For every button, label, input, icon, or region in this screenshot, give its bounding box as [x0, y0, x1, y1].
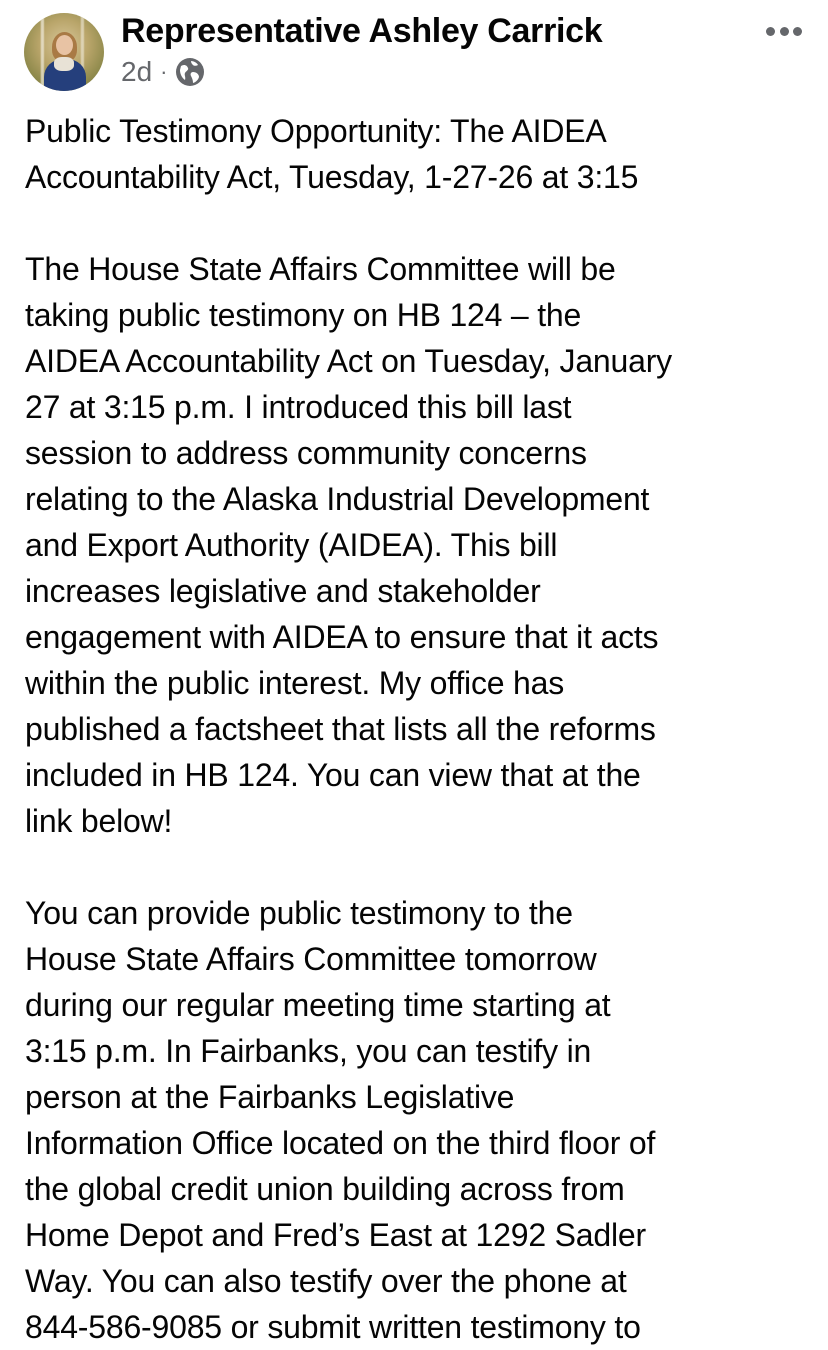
post-body — [25, 108, 815, 1350]
post-text-line: 3:15 p.m. In Fairbanks, you can testify in — [25, 1033, 592, 1069]
post-meta — [121, 56, 205, 88]
author-name[interactable]: Representative Ashley Carrick — [121, 12, 603, 50]
more-dot-icon — [766, 27, 775, 36]
post-text-line: Information Office located on the third floor of — [25, 1125, 656, 1161]
more-dot-icon — [793, 27, 802, 36]
post-text-line: published a factsheet that lists all the reforms — [25, 711, 656, 747]
post-text-line: increases legislative and stakeholder — [25, 573, 541, 609]
paragraph-gap — [25, 200, 815, 246]
post-text-line: 844-586-9085 or submit written testimony to — [25, 1309, 641, 1345]
globe-icon[interactable] — [175, 57, 205, 87]
more-dot-icon — [780, 27, 789, 36]
post-text-line: Way. You can also testify over the phone at — [25, 1263, 627, 1299]
post-text-line: person at the Fairbanks Legislative — [25, 1079, 515, 1115]
post-text-line: relating to the Alaska Industrial Development — [25, 481, 650, 517]
post-text-line: and Export Authority (AIDEA). This bill — [25, 527, 558, 563]
post-text-line: AIDEA Accountability Act on Tuesday, January — [25, 343, 672, 379]
post-time[interactable]: 2d — [121, 56, 153, 87]
post-text-line: within the public interest. My office has — [25, 665, 565, 701]
post-text-line: Accountability Act, Tuesday, 1-27-26 at 3:15 — [25, 159, 639, 195]
post-text-line: engagement with AIDEA to ensure that it acts — [25, 619, 659, 655]
post-paragraph — [25, 246, 815, 844]
post-text-line: session to address community concerns — [25, 435, 587, 471]
post-header — [0, 0, 828, 100]
post-text-line: The House State Affairs Committee will be — [25, 251, 616, 287]
post-text-line: link below! — [25, 803, 173, 839]
post-text-line: Home Depot and Fred’s East at 1292 Sadler — [25, 1217, 646, 1253]
post-text-line: included in HB 124. You can view that at the — [25, 757, 641, 793]
avatar-scarf — [54, 57, 74, 71]
paragraph-gap — [25, 844, 815, 890]
post-paragraph — [25, 890, 815, 1350]
post-text-line: the global credit union building across from — [25, 1171, 625, 1207]
post-text-line: House State Affairs Committee tomorrow — [25, 941, 597, 977]
post-text-line: Public Testimony Opportunity: The AIDEA — [25, 113, 607, 149]
post-paragraph — [25, 108, 815, 200]
post-text-line: You can provide public testimony to the — [25, 895, 573, 931]
avatar-face — [56, 35, 73, 55]
meta-separator: · — [160, 59, 168, 84]
author-avatar[interactable] — [24, 13, 104, 91]
post-text-line: during our regular meeting time starting at — [25, 987, 611, 1023]
post-text-line: 27 at 3:15 p.m. I introduced this bill last — [25, 389, 572, 425]
more-options-button[interactable] — [766, 24, 802, 38]
post-text-line: taking public testimony on HB 124 – the — [25, 297, 582, 333]
